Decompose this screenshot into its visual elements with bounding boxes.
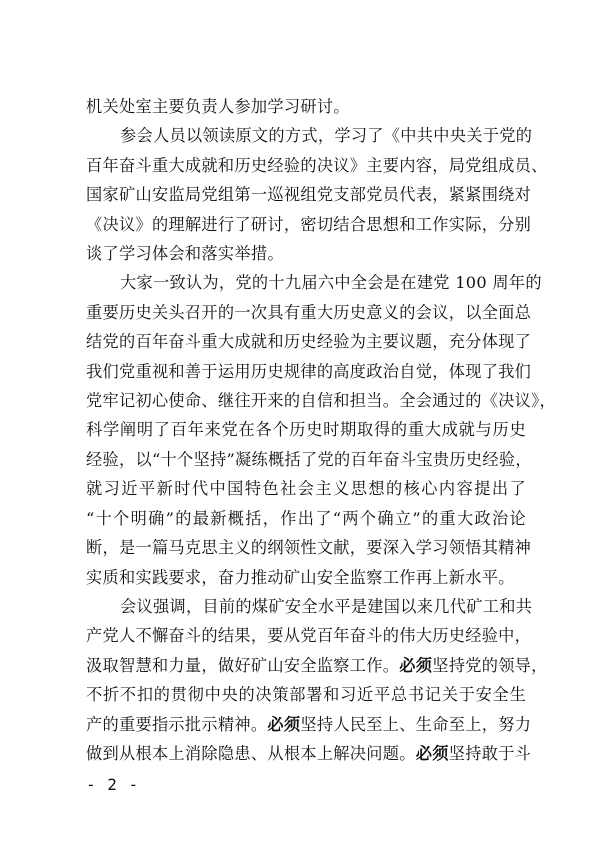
- text-line: 党牢记初心使命、继往开来的自信和担当。全会通过的《决议》，: [86, 391, 557, 411]
- text-line: “十个明确”的最新概括，作出了“两个确立”的重大政治论: [86, 508, 526, 528]
- bold-keyword: 必须: [399, 655, 433, 675]
- text-line: 实质和实践要求，奋力推动矿山安全监察工作再上新水平。: [86, 567, 515, 587]
- paragraph-consensus: [86, 268, 557, 591]
- text-line: 会议强调，目前的煤矿安全水平是建国以来几代矿工和共: [120, 596, 533, 616]
- text-line: 产党人不懈奋斗的结果，要从党百年奋斗的伟大历史经验中，: [86, 626, 532, 646]
- text-line: 断，是一篇马克思主义的纲领性文献，要深入学习领悟其精神: [86, 538, 532, 558]
- text-line: 不折不扣的贯彻中央的决策部署和习近平总书记关于安全生: [86, 685, 526, 705]
- text-line: 《决议》的理解进行了研讨，密切结合思想和工作实际，分别: [86, 214, 532, 234]
- text-segment: 产的重要指示批示精神。: [86, 714, 268, 734]
- text-segment: 做到从根本上消除隐患、从根本上解决问题。: [86, 743, 416, 763]
- text-segment: 坚持人民至上、生命至上，努力: [300, 714, 532, 734]
- text-line: 参会人员以领读原文的方式，学习了《中共中央关于党的: [120, 126, 533, 146]
- text-line: 重要历史关头召开的一次具有重大历史意义的会议，以全面总: [86, 302, 532, 322]
- text-line: 机关处室主要负责人参加学习研讨。: [86, 97, 350, 116]
- text-line: [86, 739, 532, 768]
- text-line: 我们党重视和善于运用历史规律的高度政治自觉，体现了我们: [86, 361, 532, 381]
- text-line: 大家一致认为，党的十九届六中全会是在建党 100 周年的: [120, 273, 542, 293]
- text-line: [86, 651, 548, 680]
- paragraph-study-method: [86, 121, 548, 268]
- text-line: 国家矿山安监局党组第一巡视组党支部党员代表，紧紧围绕对: [86, 185, 532, 205]
- text-line: 谈了学习体会和落实举措。: [86, 244, 284, 264]
- text-line: 科学阐明了百年来党在各个历史时期取得的重大成就与历史: [86, 420, 526, 440]
- bold-keyword: 必须: [415, 743, 449, 763]
- text-segment: 汲取智慧和力量，做好矿山安全监察工作。: [86, 655, 400, 675]
- text-line: 就习近平新时代中国特色社会主义思想的核心内容提出了: [86, 479, 526, 499]
- text-segment: 坚持党的领导，: [432, 655, 548, 675]
- paragraph-continuation: [86, 92, 526, 121]
- text-line: 百年奋斗重大成就和历史经验的决议》主要内容，局党组成员、: [86, 155, 548, 175]
- text-line: 经验，以“十个坚持”凝练概括了党的百年奋斗宝贵历史经验，: [86, 449, 532, 469]
- text-line: 结党的百年奋斗重大成就和历史经验为主要议题，充分体现了: [86, 332, 532, 352]
- page-number: - 2 -: [86, 775, 140, 794]
- paragraph-emphasis: [86, 592, 548, 768]
- bold-keyword: 必须: [267, 714, 301, 734]
- text-line: [86, 710, 532, 739]
- text-segment: 坚持敢于斗: [448, 743, 532, 763]
- document-body: [86, 92, 557, 768]
